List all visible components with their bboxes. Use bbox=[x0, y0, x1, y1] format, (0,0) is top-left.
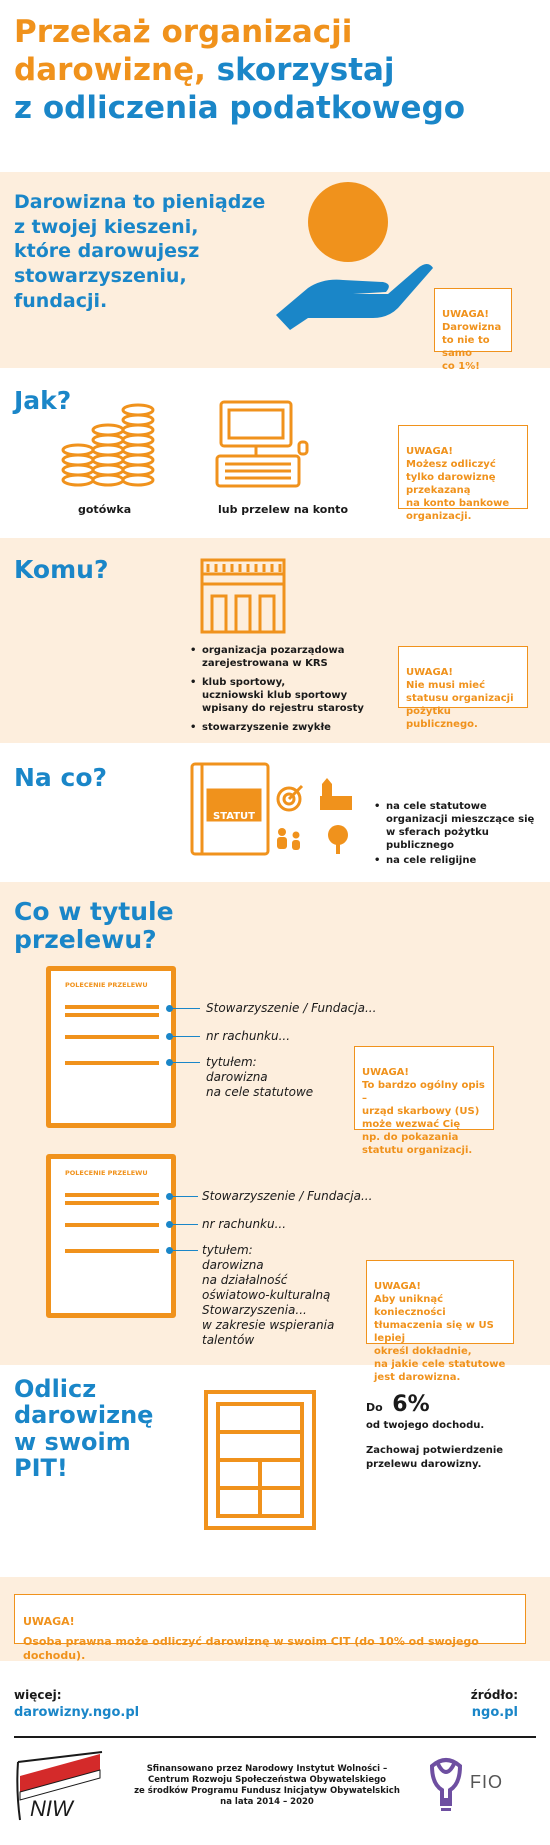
leader-dot bbox=[166, 1221, 173, 1228]
church-icon bbox=[318, 778, 354, 812]
form1-recipient: Stowarzyszenie / Fundacja... bbox=[206, 1001, 377, 1015]
source-link[interactable]: ngo.pl bbox=[471, 1705, 518, 1720]
fio-logo-icon bbox=[426, 1756, 466, 1816]
coins-icon bbox=[58, 402, 158, 494]
fio-logo-text: FIO bbox=[470, 1772, 503, 1792]
form2-recipient: Stowarzyszenie / Fundacja... bbox=[202, 1189, 373, 1203]
footer-divider bbox=[14, 1736, 536, 1738]
leader-dot bbox=[166, 1059, 173, 1066]
jak-option-cash: gotówka bbox=[78, 503, 132, 516]
pit-percent: 6% bbox=[392, 1392, 430, 1417]
source-label: źródło: bbox=[470, 1688, 518, 1702]
naco-list bbox=[374, 800, 544, 873]
list-item: • na cele statutowe organizacji mieszczące się w sferach pożytku publicznego bbox=[374, 800, 544, 852]
form1-account: nr rachunku... bbox=[206, 1029, 291, 1043]
leader-line bbox=[170, 1196, 198, 1197]
hand-coin-icon bbox=[268, 180, 438, 340]
more-link[interactable]: darowizny.ngo.pl bbox=[14, 1705, 140, 1720]
page-title bbox=[14, 14, 544, 127]
form-line bbox=[65, 1223, 159, 1227]
transfer-form-2 bbox=[46, 1154, 176, 1318]
title-line-1: Przekaż organizacji bbox=[14, 14, 353, 50]
tree-icon bbox=[326, 824, 350, 854]
pit-percent-block bbox=[366, 1392, 430, 1417]
jak-warning: UWAGA! Możesz odliczyć tylko darowiznę przekazaną na konto bankowe organizacji. bbox=[398, 425, 528, 509]
form1-title: tytułem: darowizna na cele statutowe bbox=[206, 1055, 314, 1099]
komu-title: Komu? bbox=[14, 555, 109, 584]
building-icon bbox=[198, 556, 288, 636]
list-item: • na cele religijne bbox=[374, 854, 544, 867]
form-line bbox=[65, 1061, 159, 1065]
jak-title: Jak? bbox=[14, 386, 72, 415]
transfer-form-1 bbox=[46, 966, 176, 1128]
list-item: • klub sportowy, uczniowski klub sportowy wpisany do rejestru starosty bbox=[190, 676, 380, 715]
komu-warning: UWAGA! Nie musi mieć statusu organizacji pożytku publicznego. bbox=[398, 646, 528, 708]
form-label: POLECENIE PRZELEWU bbox=[65, 981, 148, 989]
tytul-warning-2: UWAGA! Aby uniknąć konieczności tłumaczenia się w US lepiej określ dokładnie, na jakie cele statutowe jest darowizna. bbox=[366, 1260, 514, 1344]
pit-do: Do bbox=[366, 1401, 383, 1414]
people-icon bbox=[274, 826, 304, 852]
form-label: POLECENIE PRZELEWU bbox=[65, 1169, 148, 1177]
leader-line bbox=[170, 1224, 198, 1225]
pit-of-income: od twojego dochodu. bbox=[366, 1420, 485, 1431]
niw-logo-text: NIW bbox=[30, 1796, 73, 1821]
leader-line bbox=[170, 1062, 200, 1063]
leader-line bbox=[170, 1036, 200, 1037]
form-line bbox=[65, 1013, 159, 1017]
leader-dot bbox=[166, 1005, 173, 1012]
more-label: więcej: bbox=[14, 1688, 62, 1702]
form2-title: tytułem: darowizna na działalność oświatowo-kulturalną Stowarzyszenia... w zakresie wspierania talentów bbox=[202, 1243, 335, 1347]
tytul-title: Co w tytule przelewu? bbox=[14, 897, 174, 954]
funding-text: Sfinansowano przez Narodowy Instytut Wolności – Centrum Rozwoju Społeczeństwa Obywatelskiego ze środków Programu Fundusz Inicjatyw Obywatelskich na lata 2014 – 2020 bbox=[134, 1764, 400, 1808]
target-icon bbox=[276, 784, 304, 812]
form2-account: nr rachunku... bbox=[202, 1217, 287, 1231]
statute-label: STATUT bbox=[213, 811, 255, 822]
form-line bbox=[65, 1201, 159, 1205]
form-line bbox=[65, 1035, 159, 1039]
definition-text: Darowizna to pieniądze z twojej kieszeni, które darowujesz stowarzyszeniu, fundacji. bbox=[14, 191, 266, 312]
cit-warning: UWAGA! Osoba prawna może odliczyć darowiznę w swoim CIT (do 10% od swojego dochodu). bbox=[14, 1594, 526, 1644]
leader-dot bbox=[166, 1247, 173, 1254]
pit-title: Odlicz darowiznę w swoim PIT! bbox=[14, 1375, 154, 1483]
statute-book-icon bbox=[188, 760, 276, 860]
definition-warning: UWAGA! Darowizna to nie to samo co 1%! bbox=[434, 288, 512, 352]
computer-icon bbox=[213, 398, 313, 494]
form-line bbox=[65, 1005, 159, 1009]
title-line-3: z odliczenia podatkowego bbox=[14, 89, 466, 126]
list-item: • organizacja pozarządowa zarejestrowana w KRS bbox=[190, 644, 380, 670]
form-line bbox=[65, 1249, 159, 1253]
komu-list bbox=[190, 644, 380, 740]
title-line-2: darowiznę, skorzystaj bbox=[14, 51, 395, 88]
leader-dot bbox=[166, 1193, 173, 1200]
leader-line bbox=[170, 1008, 200, 1009]
jak-option-transfer: lub przelew na konto bbox=[218, 503, 348, 516]
leader-dot bbox=[166, 1033, 173, 1040]
form-line bbox=[65, 1193, 159, 1197]
pit-keep-confirmation: Zachowaj potwierdzenie przelewu darowizny. bbox=[366, 1445, 504, 1470]
tytul-warning-1: UWAGA! To bardzo ogólny opis – urząd skarbowy (US) może wezwać Cię np. do pokazania statutu organizacji. bbox=[354, 1046, 494, 1130]
list-item: • stowarzyszenie zwykłe bbox=[190, 721, 380, 734]
tax-form-icon bbox=[202, 1388, 318, 1532]
leader-line bbox=[170, 1250, 198, 1251]
naco-title: Na co? bbox=[14, 763, 107, 792]
